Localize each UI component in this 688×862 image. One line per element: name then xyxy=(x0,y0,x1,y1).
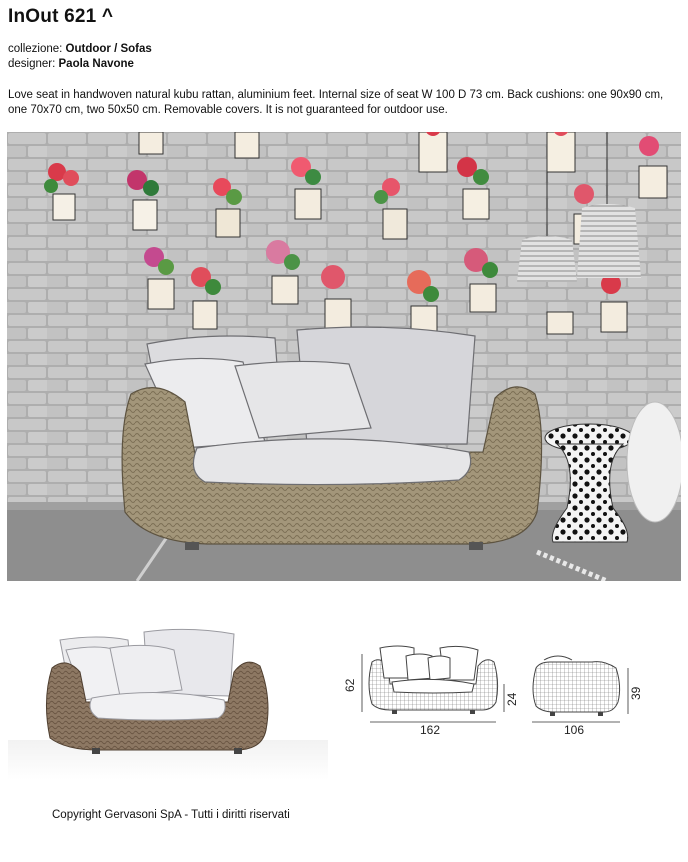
product-thumbnail xyxy=(8,610,328,780)
product-title: InOut 621 ^ xyxy=(8,6,114,27)
side-height-label: 39 xyxy=(629,686,643,700)
collection-value: Outdoor / Sofas xyxy=(65,43,152,55)
designer-line xyxy=(8,58,134,70)
product-thumbnail-illustration xyxy=(8,610,328,780)
seat-height-label: 24 xyxy=(505,692,519,706)
side-view-drawing xyxy=(532,656,628,722)
designer-value: Paola Navone xyxy=(58,58,134,70)
dimension-diagram xyxy=(336,632,666,742)
designer-label: designer: xyxy=(8,58,56,70)
front-height-label: 62 xyxy=(343,678,357,692)
product-description: Love seat in handwoven natural kubu rattan, aluminium feet. Internal size of seat W 100 D 73 cm. Back cushions: one 90x90 cm, one 70x70 cm, two 50x50 cm. Removable covers. It is not guaranteed for outdoor use. xyxy=(8,89,664,116)
dimension-drawings xyxy=(336,632,666,742)
collection-line xyxy=(8,43,152,55)
front-view-drawing xyxy=(362,646,504,722)
front-width-label: 162 xyxy=(420,723,441,737)
collection-label: collezione: xyxy=(8,43,63,55)
hero-illustration xyxy=(7,132,681,581)
side-depth-label: 106 xyxy=(564,723,585,737)
copyright-notice: Copyright Gervasoni SpA - Tutti i diritti riservati xyxy=(52,809,290,821)
hero-photo xyxy=(7,132,681,581)
